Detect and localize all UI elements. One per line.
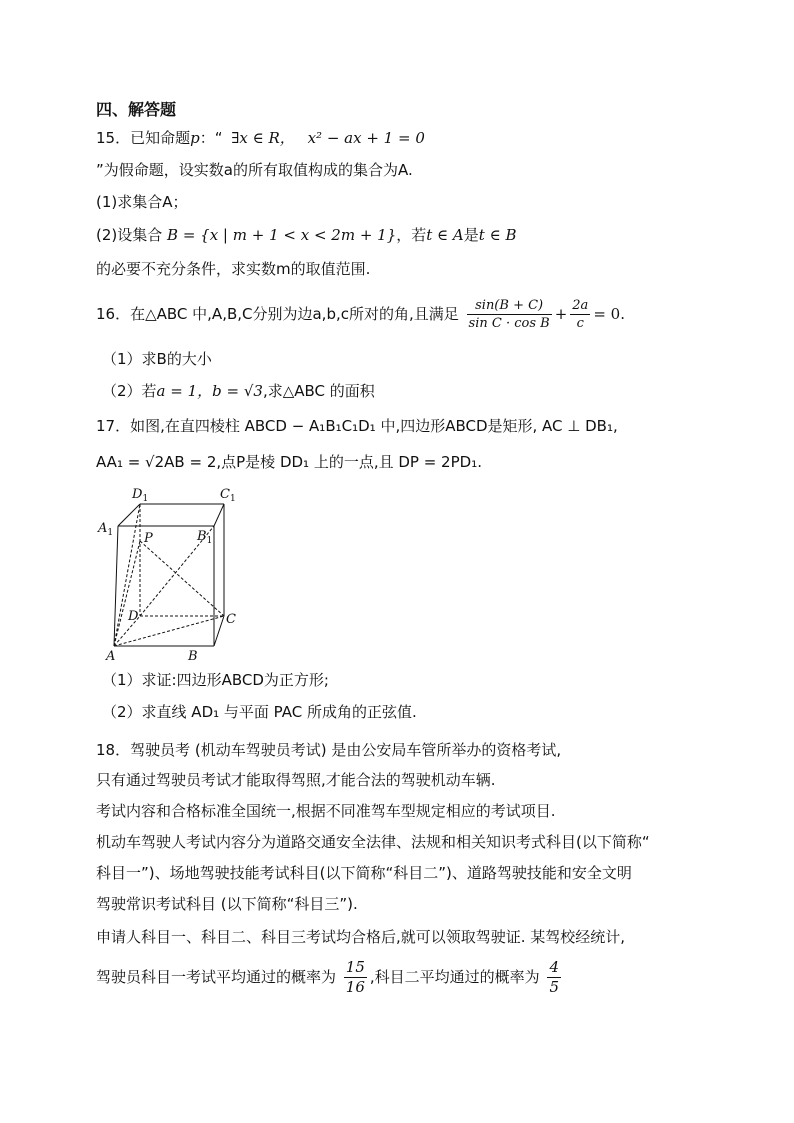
q15-part2-mid: ，若 (396, 226, 427, 244)
q16-text: 在△ABC 中,A,B,C分别为边a,b,c所对的角,且满足 (130, 305, 459, 323)
q18-frac1-num: 15 (345, 958, 365, 976)
q17-line2: AA₁ = √2AB = 2,点P是棱 DD₁ 上的一点,且 DP = 2PD₁. (96, 453, 482, 471)
q15-equation: x² − ax + 1 = 0 (307, 129, 425, 147)
q15-part2-line2: 的必要不充分条件，求实数m的取值范围. (96, 260, 371, 278)
q18-frac2-den: 5 (549, 978, 559, 996)
q18-line8-b: ,科目二平均通过的概率为 (369, 968, 540, 986)
q15-line1 (96, 128, 425, 148)
q15-p-label: p (190, 129, 200, 147)
q18-line6: 驾驶常识考试科目 (以下简称“科目三”). (96, 895, 358, 913)
q18-frac2-num: 4 (549, 958, 559, 976)
label-D1: $D_1$ (132, 487, 149, 504)
q16-frac1-num: sin(B + C) (467, 297, 552, 315)
q15-number: 15． (96, 129, 131, 147)
q18-line4: 机动车驾驶人考试内容分为道路交通安全法律、法规和相关知识考式科目(以下简称“ (96, 833, 650, 851)
label-D: D (128, 609, 139, 624)
q18-line7: 申请人科目一、科目二、科目三考试均合格后,就可以领取驾驶证. 某驾校经统计, (96, 928, 626, 946)
q16-frac1-den: sin C · cos B (468, 316, 550, 331)
q16-frac2-num: 2a (572, 298, 589, 313)
q16-line1 (96, 297, 625, 332)
q18-line1-text: 驾驶员考 (机动车驾驶员考试) 是由公安局车管所举办的资格考试, (130, 741, 562, 759)
q16-part2-prefix: （2）若 (102, 382, 157, 400)
q15-intro: 已知命题 (130, 129, 191, 147)
q17-part2: （2）求直线 AD₁ 与平面 PAC 所成角的正弦值. (102, 703, 417, 721)
q16-part1: （1）求B的大小 (102, 350, 212, 368)
q16-fraction-2 (570, 297, 590, 332)
q17-number: 17． (96, 417, 131, 435)
q17-line1-text: 如图,在直四棱柱 ABCD − A₁B₁C₁D₁ 中,四边形ABCD是矩形, AC ⊥ DB₁, (130, 417, 618, 435)
q18-line5: 科目一”)、场地驾驶技能考试科目(以下简称“科目二”)、道路驾驶技能和安全文明 (96, 864, 632, 882)
q18-line8-a: 驾驶员科目一考试平均通过的概率为 (96, 968, 337, 986)
q16-fraction-1 (467, 297, 552, 332)
label-P: P (144, 531, 153, 546)
label-A: A (106, 649, 116, 664)
q15-exists: ∃x ∈ R， (231, 129, 295, 147)
q18-frac1-den: 16 (345, 978, 365, 996)
q16-eq-zero: = 0. (593, 305, 625, 323)
q15-set-b: B = {x | m + 1 < x < 2m + 1} (167, 226, 397, 244)
q16-part2-vals: a = 1，b = √3 (156, 382, 263, 400)
q17-part1: （1）求证:四边形ABCD为正方形; (102, 671, 329, 689)
q17-line1 (96, 416, 618, 436)
q15-cond1: t ∈ A (426, 226, 464, 244)
q15-quote-open: ：“ (199, 129, 223, 147)
q15-cond2: t ∈ B (478, 226, 517, 244)
q16-part2 (102, 381, 375, 401)
q15-part2-is: 是 (463, 226, 479, 244)
q18-fraction-2 (547, 958, 561, 997)
q16-part2-suffix: ,求△ABC 的面积 (262, 382, 375, 400)
label-B1: $B_1$ (197, 529, 213, 546)
q18-line1 (96, 740, 561, 760)
q16-plus: + (554, 305, 568, 323)
q16-number: 16． (96, 305, 131, 323)
q18-number: 18． (96, 741, 131, 759)
label-B: B (188, 649, 198, 664)
label-A1: $A_1$ (98, 521, 114, 538)
q18-fraction-1 (344, 958, 367, 997)
q16-frac2-den: c (576, 316, 584, 331)
section-title: 四、解答题 (96, 100, 177, 119)
label-C: C (226, 612, 236, 627)
q18-line3: 考试内容和合格标准全国统一,根据不同准驾车型规定相应的考试项目. (96, 802, 556, 820)
q15-part1: (1)求集合A； (96, 193, 188, 211)
prism-figure (96, 486, 246, 664)
label-C1: $C_1$ (220, 487, 236, 504)
q15-part2 (96, 225, 516, 245)
q15-part2-prefix: (2)设集合 (96, 226, 163, 244)
q18-line2: 只有通过驾驶员考试才能取得驾照,才能合法的驾驶机动车辆. (96, 771, 496, 789)
q15-line2: ”为假命题，设实数a的所有取值构成的集合为A. (96, 161, 413, 179)
q18-line8 (96, 958, 564, 997)
